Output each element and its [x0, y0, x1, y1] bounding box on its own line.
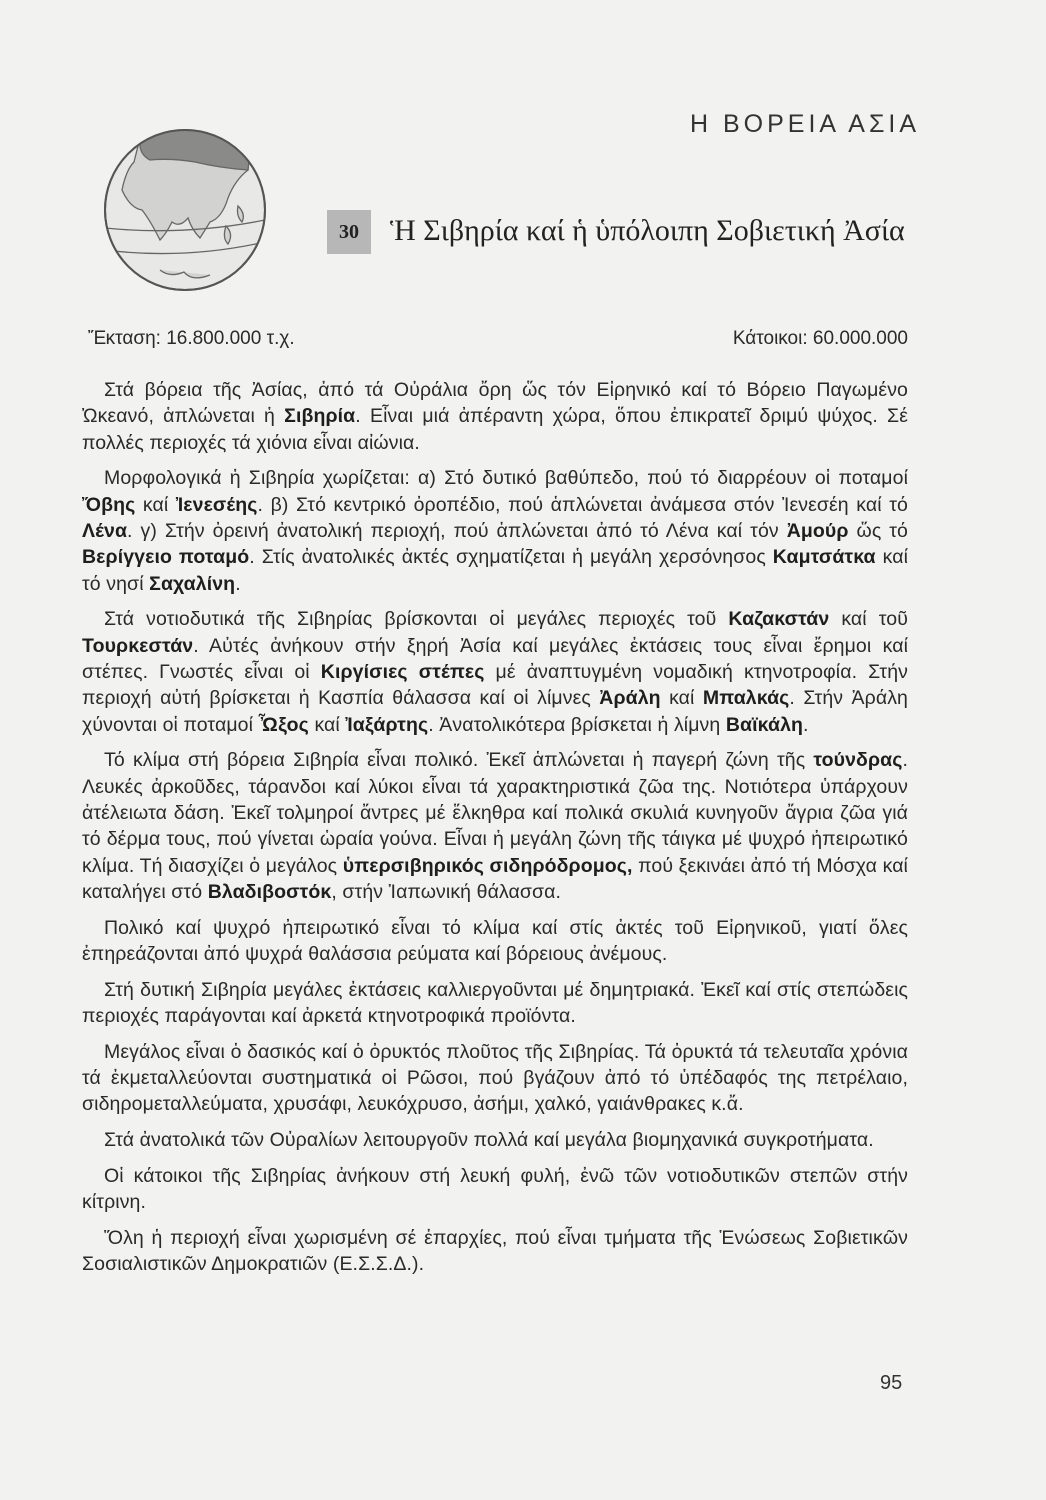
text-run: . β) Στό κεντρικό ὀροπέδιο, πού ἁπλώνεται ἀνάμεσα στόν Ἰενεσέη καί τό [257, 493, 909, 516]
text-run: , στήν Ἰαπωνική θάλασσα. [331, 880, 562, 903]
bold-term: Σαχαλίνη [149, 572, 236, 595]
text-run: καί [135, 493, 176, 516]
text-run: . Στίς ἀνατολικές ἀκτές σχηματίζεται ἡ μεγάλη χερσόνησος [249, 546, 773, 569]
paragraph [82, 747, 908, 905]
text-run: Ὅλη ἡ περιοχή εἶναι χωρισμένη σέ ἐπαρχίες, πού εἶναι τμήματα τῆς Ἑνώσεως Σοβιετικῶν Σοσιαλιστικῶν Δημοκρατιῶν (Ε.Σ.Σ.Δ.). [82, 1227, 908, 1276]
text-run: Τό κλίμα στή βόρεια Σιβηρία εἶναι πολικό. Ἐκεῖ ἁπλώνεται ἡ παγερή ζώνη τῆς [104, 749, 814, 772]
text-run: Μορφολογικά ἡ Σιβηρία χωρίζεται: α) Στό δυτικό βαθύπεδο, πού τό διαρρέουν οἱ ποταμοί [104, 467, 908, 490]
bold-term: Ὄβης [82, 493, 136, 516]
text-run: καί [308, 713, 346, 736]
text-run: . γ) Στήν ὀρεινή ἀνατολική περιοχή, πού ἁπλώνεται ἀπό τό Λένα καί τόν [127, 519, 787, 542]
bold-term: Καζακστάν [728, 608, 830, 631]
bold-term: Βαϊκάλη [725, 713, 804, 736]
section-title: Η ΒΟΡΕΙΑ ΑΣΙΑ [690, 110, 921, 138]
text-run: . Εἶναι μιά ἀπέραντη χώρα, ὅπου ἐπικρατεῖ δριμύ ψύχος. Σέ πολλές περιοχές τά χιόνια εἶναι αἰώνια. [82, 405, 908, 454]
text-run: . Ἀνατολικότερα βρίσκεται ἡ λίμνη [428, 713, 726, 736]
paragraph [82, 1127, 908, 1153]
area-stat: Ἔκταση: 16.800.000 τ.χ. [88, 328, 295, 349]
population-stat: Κάτοικοι: 60.000.000 [732, 328, 908, 349]
bold-term: Βερίγγειο ποταμό [82, 546, 250, 569]
text-run: . Στήν Ἀράλη χύνονται οἱ ποταμοί [82, 687, 908, 736]
text-run: Στή δυτική Σιβηρία μεγάλες ἐκτάσεις καλλιεργοῦνται μέ δημητριακά. Ἐκεῖ καί στίς στεπώδεις περιοχές παράγονται καί ἀρκετά κτηνοτροφικά προϊόντα. [82, 978, 908, 1028]
text-run: Πολικό καί ψυχρό ἠπειρωτικό εἶναι τό κλίμα καί στίς ἀκτές τοῦ Εἰρηνικοῦ, γιατί ὅλες ἐπηρεάζονται ἀπό ψυχρά θαλάσσια ρεύματα καί βόρειους ἀνέμους. [82, 916, 908, 965]
bold-term: Ἰενεσέης [175, 493, 258, 516]
bold-term: Λένα [82, 519, 128, 542]
chapter-title: Ἡ Σιβηρία καί ἡ ὑπόλοιπη Σοβιετική Ἀσία [390, 214, 905, 247]
page-number: 95 [880, 1372, 903, 1394]
text-run: Στά νοτιοδυτικά τῆς Σιβηρίας βρίσκονται οἱ μεγάλες περιοχές τοῦ [104, 608, 729, 631]
bold-term: Βλαδιβοστόκ [207, 880, 332, 903]
bold-term: Ἰαξάρτης [345, 713, 429, 736]
paragraph [82, 1225, 908, 1278]
bold-term: Καμτσάτκα [772, 546, 876, 569]
text-run: ὥς τό [848, 519, 909, 542]
text-run: Στά βόρεια τῆς Ἀσίας, ἀπό τά Οὐράλια ὄρη ὥς τόν Εἰρηνικό καί τό Βόρειο Παγωμένο Ὠκεανό, ἁπλώνεται ἡ [82, 379, 908, 428]
paragraph [82, 465, 908, 596]
bold-term: ὑπερσιβηρικός σιδηρόδρομος, [342, 854, 633, 877]
text-run: . Λευκές ἀρκοῦδες, τάρανδοι καί λύκοι εἶναι τά χαρακτηριστικά ζῶα της. Νοτιότερα ὑπάρχουν ἀτέλειωτα δάση. Ἐκεῖ τολμηροί ἄντρες μέ ἕλκηθρα καί πολικά σκυλιά κυνηγοῦν ἄγρια ζῶα γιά τό δέρμα τους, πού γίνεται ὡραία γούνα. Εἶναι ἡ μεγάλη ζώνη τῆς τάιγκα μέ ψυχρό ἠπειρωτικό κλίμα. Τή διασχίζει ὁ μεγάλος [82, 749, 908, 877]
text-run: . [235, 572, 241, 595]
text-run: καί τοῦ [829, 608, 908, 631]
bold-term: τούνδρας [813, 749, 903, 772]
text-run: μέ ἀναπτυγμένη νομαδική κτηνοτροφία. Στήν περιοχή αὐτή βρίσκεται ἡ Κασπία θάλασσα καί οἱ λίμνες [82, 660, 908, 710]
text-run: καί [660, 687, 703, 710]
text-run: πού ξεκινάει ἀπό τή Μόσχα καί καταλήγει στό [82, 854, 908, 903]
bold-term: Κιργίσιες στέπες [320, 660, 485, 683]
bold-term: Σιβηρία [284, 405, 356, 428]
text-run: Μεγάλος εἶναι ὁ δασικός καί ὁ ὀρυκτός πλοῦτος τῆς Σιβηρίας. Τά ὀρυκτά τά τελευταῖα χρόνια τά ἐκμεταλλεύονται συστηματικά οἱ Ρῶσοι, πού βγάζουν ἀπό τό ὑπέδαφός της πετρέλαιο, σιδηρομεταλλεύματα, χρυσάφι, λευκόχρυσο, ἀσήμι, χαλκό, γαιάνθρακες κ.ἄ. [82, 1040, 908, 1116]
text-run: . [803, 713, 809, 736]
paragraph [82, 1039, 908, 1118]
paragraph [82, 977, 908, 1030]
paragraph [82, 606, 908, 737]
text-run: Στά ἀνατολικά τῶν Οὐραλίων λειτουργοῦν πολλά καί μεγάλα βιομηχανικά συγκροτήματα. [104, 1129, 874, 1152]
body-text [82, 377, 908, 1287]
bold-term: Ἀράλη [599, 687, 661, 710]
bold-term: Ὦξος [258, 713, 309, 736]
chapter-number: 30 [327, 210, 371, 254]
bold-term: Ἀμούρ [786, 519, 849, 542]
globe-asia-icon [100, 110, 270, 300]
text-run: Οἱ κάτοικοι τῆς Σιβηρίας ἀνήκουν στή λευκή φυλή, ἐνῶ τῶν νοτιοδυτικῶν στεπῶν στήν κίτρινη. [82, 1165, 908, 1214]
text-run: καί τό νησί [82, 546, 908, 595]
text-run: . Αὐτές ἀνήκουν στήν ξηρή Ἀσία καί μεγάλες ἐκτάσεις τους εἶναι ἔρημοι καί στέπες. Γνωστές εἶναι οἱ [82, 634, 908, 683]
paragraph [82, 377, 908, 456]
bold-term: Μπαλκάς [702, 687, 790, 710]
paragraph [82, 1163, 908, 1216]
bold-term: Τουρκεστάν [82, 634, 194, 657]
paragraph [82, 915, 908, 968]
